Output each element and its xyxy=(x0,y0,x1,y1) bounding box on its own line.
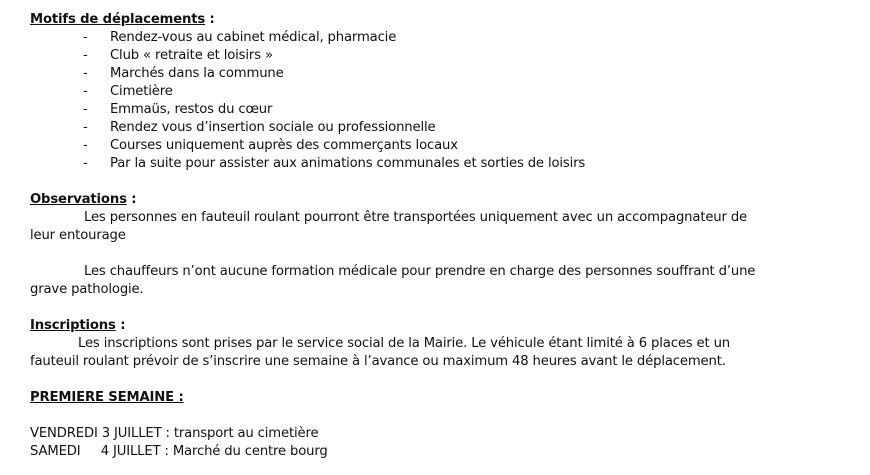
motifs-heading-colon: : xyxy=(205,12,215,27)
inscriptions-heading xyxy=(30,317,850,335)
list-item-text: Par la suite pour assister aux animations communales et sorties de loisirs xyxy=(110,156,586,171)
spacer xyxy=(30,371,850,389)
inscriptions-heading-text: Inscriptions xyxy=(30,318,116,333)
premiere-semaine-heading-text: PREMIERE SEMAINE : xyxy=(30,390,184,405)
observations-paragraph-2-line-1: Les chauffeurs n’ont aucune formation médicale pour prendre en charge des personnes souffrant d’une xyxy=(84,264,756,279)
list-bullet: - xyxy=(83,156,88,171)
list-item xyxy=(30,65,850,83)
list-bullet: - xyxy=(83,48,88,63)
observations-paragraph-1-line-1: Les personnes en fauteuil roulant pourront être transportées uniquement avec un accompagnateur de xyxy=(84,210,748,225)
premiere-semaine-heading xyxy=(30,389,850,407)
list-item xyxy=(30,83,850,101)
list-item xyxy=(30,155,850,173)
schedule-entry: SAMEDI 4 JUILLET : Marché du centre bourg xyxy=(30,444,328,459)
inscriptions-line-1: Les inscriptions sont prises par le service social de la Mairie. Le véhicule étant limité à 6 places et un xyxy=(78,336,730,351)
observations-paragraph-1-line-2: leur entourage xyxy=(30,228,126,243)
spacer xyxy=(30,245,850,263)
list-item xyxy=(30,137,850,155)
list-item-text: Cimetière xyxy=(110,84,173,99)
inscriptions-heading-colon: : xyxy=(115,318,126,333)
inscriptions-line-2: fauteuil roulant prévoir de s’inscrire une semaine à l’avance ou maximum 48 heures avant le déplacement. xyxy=(30,354,726,369)
list-bullet: - xyxy=(83,102,88,117)
document-page xyxy=(30,11,850,461)
list-item xyxy=(30,101,850,119)
motifs-heading-text: Motifs de déplacements xyxy=(30,12,206,27)
list-item xyxy=(30,47,850,65)
observations-heading-colon: : xyxy=(126,192,137,207)
list-bullet: - xyxy=(83,120,88,135)
list-bullet: - xyxy=(83,84,88,99)
list-item xyxy=(30,119,850,137)
list-item-text: Courses uniquement auprès des commerçants locaux xyxy=(110,138,458,153)
observations-heading xyxy=(30,191,850,209)
spacer xyxy=(30,173,850,191)
list-item-text: Marchés dans la commune xyxy=(110,66,284,81)
spacer xyxy=(30,407,850,425)
schedule-entry: VENDREDI 3 JUILLET : transport au cimetière xyxy=(30,426,319,441)
list-bullet: - xyxy=(83,66,88,81)
list-item xyxy=(30,29,850,47)
motifs-heading xyxy=(30,11,850,29)
list-item-text: Emmaüs, restos du cœur xyxy=(110,102,273,117)
list-bullet: - xyxy=(83,30,88,45)
list-bullet: - xyxy=(83,138,88,153)
list-item-text: Rendez vous d’insertion sociale ou professionnelle xyxy=(110,120,436,135)
list-item-text: Rendez-vous au cabinet médical, pharmacie xyxy=(110,30,397,45)
observations-heading-text: Observations xyxy=(30,192,127,207)
list-item-text: Club « retraite et loisirs » xyxy=(110,48,273,63)
spacer xyxy=(30,299,850,317)
observations-paragraph-2-line-2: grave pathologie. xyxy=(30,282,144,297)
